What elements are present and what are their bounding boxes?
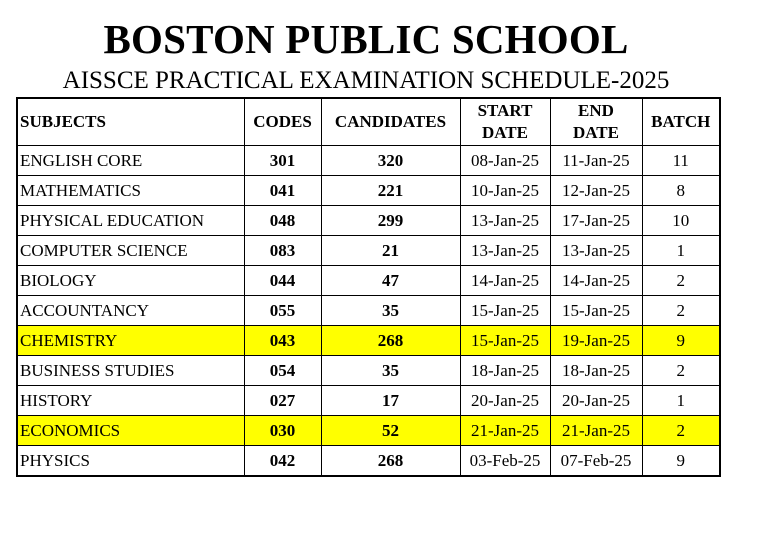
cell-start-date: 13-Jan-25 [460, 206, 550, 236]
column-header-batch: BATCH [642, 98, 720, 146]
column-header-start-line1: START [477, 101, 533, 120]
cell-end-date: 15-Jan-25 [550, 296, 642, 326]
cell-start-date: 03-Feb-25 [460, 446, 550, 477]
column-header-start-line2: DATE [482, 123, 528, 142]
cell-code: 030 [244, 416, 321, 446]
cell-batch: 9 [642, 446, 720, 477]
cell-batch: 2 [642, 416, 720, 446]
cell-subject: MATHEMATICS [17, 176, 244, 206]
cell-subject: BUSINESS STUDIES [17, 356, 244, 386]
cell-batch: 2 [642, 356, 720, 386]
cell-candidates: 35 [321, 356, 460, 386]
cell-start-date: 18-Jan-25 [460, 356, 550, 386]
table-row [17, 386, 720, 416]
cell-end-date: 19-Jan-25 [550, 326, 642, 356]
cell-end-date: 07-Feb-25 [550, 446, 642, 477]
cell-batch: 10 [642, 206, 720, 236]
cell-start-date: 21-Jan-25 [460, 416, 550, 446]
cell-end-date: 11-Jan-25 [550, 146, 642, 176]
cell-subject: BIOLOGY [17, 266, 244, 296]
cell-batch: 2 [642, 266, 720, 296]
cell-code: 044 [244, 266, 321, 296]
cell-subject: HISTORY [17, 386, 244, 416]
cell-subject: ACCOUNTANCY [17, 296, 244, 326]
cell-candidates: 221 [321, 176, 460, 206]
cell-start-date: 20-Jan-25 [460, 386, 550, 416]
column-header-subjects: SUBJECTS [17, 98, 244, 146]
cell-code: 042 [244, 446, 321, 477]
cell-end-date: 14-Jan-25 [550, 266, 642, 296]
cell-subject: PHYSICAL EDUCATION [17, 206, 244, 236]
cell-candidates: 17 [321, 386, 460, 416]
cell-code: 301 [244, 146, 321, 176]
cell-subject: ENGLISH CORE [17, 146, 244, 176]
exam-schedule-table [16, 97, 721, 477]
cell-candidates: 52 [321, 416, 460, 446]
cell-batch: 1 [642, 236, 720, 266]
cell-end-date: 12-Jan-25 [550, 176, 642, 206]
cell-candidates: 268 [321, 446, 460, 477]
cell-start-date: 15-Jan-25 [460, 296, 550, 326]
table-row [17, 356, 720, 386]
cell-candidates: 299 [321, 206, 460, 236]
table-row-highlighted [17, 326, 720, 356]
cell-candidates: 47 [321, 266, 460, 296]
cell-start-date: 08-Jan-25 [460, 146, 550, 176]
table-row [17, 446, 720, 477]
cell-candidates: 21 [321, 236, 460, 266]
cell-code: 041 [244, 176, 321, 206]
cell-code: 048 [244, 206, 321, 236]
cell-batch: 2 [642, 296, 720, 326]
cell-code: 083 [244, 236, 321, 266]
cell-start-date: 13-Jan-25 [460, 236, 550, 266]
cell-subject: COMPUTER SCIENCE [17, 236, 244, 266]
column-header-codes: CODES [244, 98, 321, 146]
table-row [17, 296, 720, 326]
cell-code: 027 [244, 386, 321, 416]
cell-code: 055 [244, 296, 321, 326]
cell-code: 043 [244, 326, 321, 356]
cell-start-date: 14-Jan-25 [460, 266, 550, 296]
cell-end-date: 21-Jan-25 [550, 416, 642, 446]
cell-candidates: 320 [321, 146, 460, 176]
column-header-end-date [550, 98, 642, 146]
cell-start-date: 15-Jan-25 [460, 326, 550, 356]
cell-candidates: 268 [321, 326, 460, 356]
table-row-highlighted [17, 416, 720, 446]
cell-batch: 8 [642, 176, 720, 206]
cell-subject: CHEMISTRY [17, 326, 244, 356]
cell-end-date: 13-Jan-25 [550, 236, 642, 266]
cell-subject: PHYSICS [17, 446, 244, 477]
table-row [17, 236, 720, 266]
cell-batch: 9 [642, 326, 720, 356]
cell-end-date: 20-Jan-25 [550, 386, 642, 416]
cell-start-date: 10-Jan-25 [460, 176, 550, 206]
column-header-end-line2: DATE [573, 123, 619, 142]
table-row [17, 206, 720, 236]
cell-candidates: 35 [321, 296, 460, 326]
cell-code: 054 [244, 356, 321, 386]
school-title: BOSTON PUBLIC SCHOOL [103, 16, 629, 62]
table-row [17, 266, 720, 296]
cell-subject: ECONOMICS [17, 416, 244, 446]
cell-batch: 1 [642, 386, 720, 416]
cell-batch: 11 [642, 146, 720, 176]
table-row [17, 176, 720, 206]
schedule-subtitle: AISSCE PRACTICAL EXAMINATION SCHEDULE-2025 [62, 67, 670, 94]
column-header-end-line1: END [578, 101, 614, 120]
column-header-candidates: CANDIDATES [321, 98, 460, 146]
cell-end-date: 17-Jan-25 [550, 206, 642, 236]
table-header-row [17, 98, 720, 146]
cell-end-date: 18-Jan-25 [550, 356, 642, 386]
table-row [17, 146, 720, 176]
column-header-start-date [460, 98, 550, 146]
